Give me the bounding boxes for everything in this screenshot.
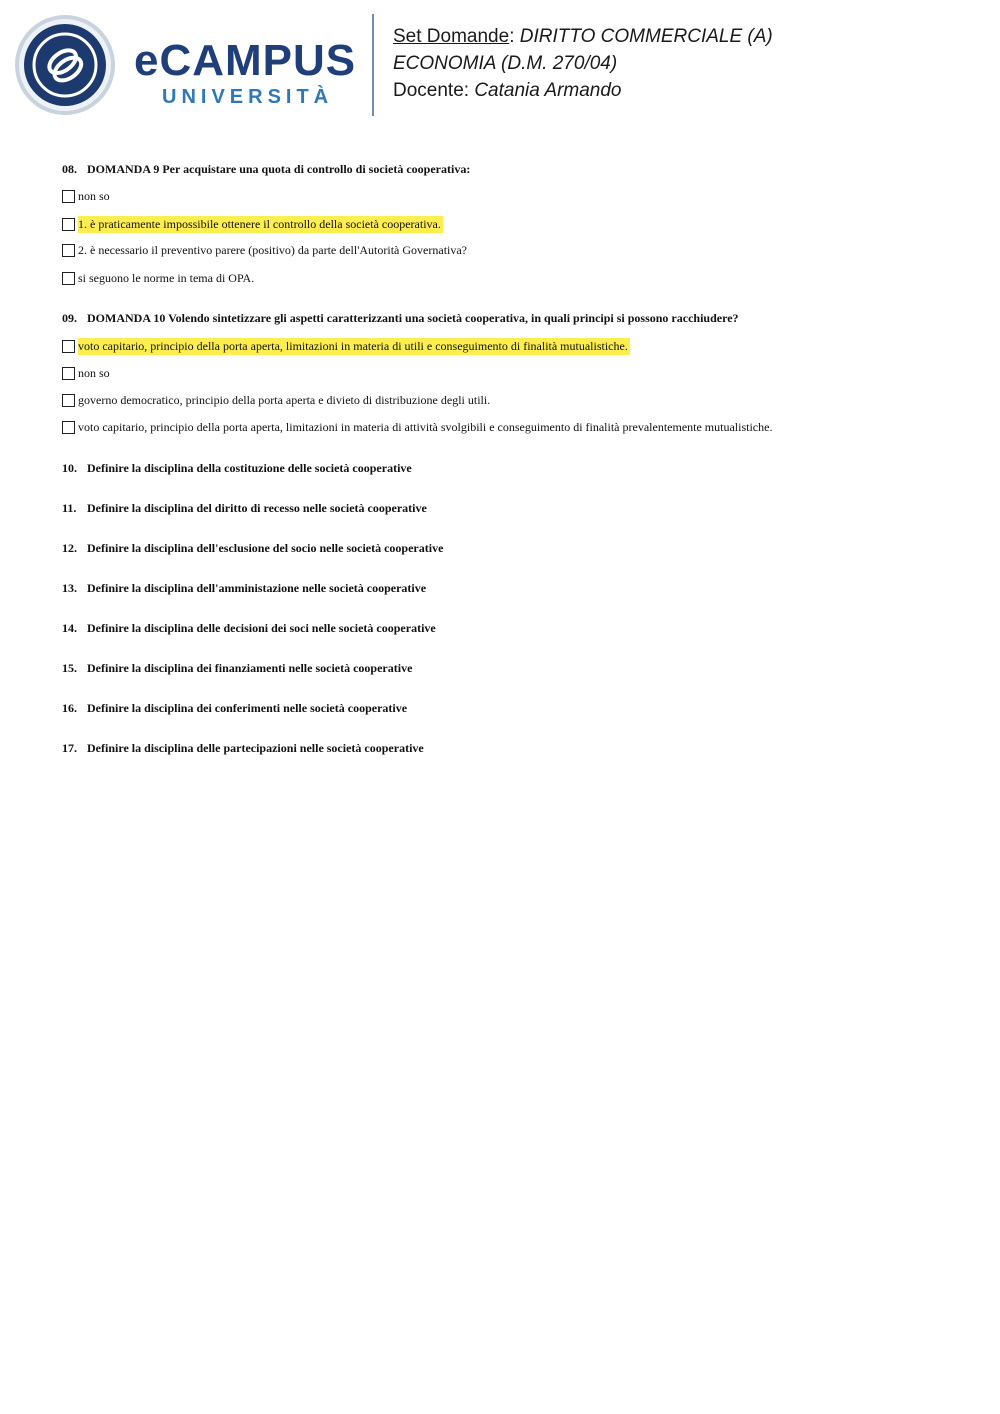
question-17 [62, 741, 424, 756]
answer-option[interactable] [62, 420, 772, 435]
checkbox[interactable] [62, 394, 75, 407]
answer-option[interactable] [62, 366, 110, 381]
set-line [393, 23, 773, 50]
question-text: Definire la disciplina delle partecipazioni nelle società cooperative [87, 741, 424, 755]
brand-main: eCAMPUS [134, 36, 357, 85]
question-number: 15. [62, 661, 77, 675]
answer-option[interactable] [62, 189, 110, 204]
question-number: 14. [62, 621, 77, 635]
question-text: DOMANDA 9 Per acquistare una quota di controllo di società cooperativa: [87, 162, 471, 176]
set-value-line1: DIRITTO COMMERCIALE (A) [519, 26, 773, 47]
page-header [0, 0, 1000, 130]
question-number: 13. [62, 581, 77, 595]
checkbox[interactable] [62, 244, 75, 257]
question-number: 09. [62, 311, 77, 325]
brand-sub: UNIVERSITÀ [162, 86, 334, 108]
answer-option-highlighted[interactable] [62, 338, 630, 355]
checkbox[interactable] [62, 340, 75, 353]
question-text: Definire la disciplina del diritto di recesso nelle società cooperative [87, 501, 427, 515]
docente-label: Docente: [393, 80, 470, 101]
option-text: governo democratico, principio della porta aperta e divieto di distribuzione degli utili. [78, 393, 491, 407]
university-seal-logo [14, 14, 116, 116]
question-09 [62, 311, 739, 326]
question-text: Definire la disciplina della costituzione delle società cooperative [87, 461, 412, 475]
question-text: Definire la disciplina delle decisioni dei soci nelle società cooperative [87, 621, 436, 635]
university-wordmark [134, 38, 356, 109]
option-text: 1. è praticamente impossibile ottenere il controllo della società cooperativa. [78, 217, 441, 231]
question-16 [62, 701, 407, 716]
checkbox[interactable] [62, 218, 75, 231]
question-number: 10. [62, 461, 77, 475]
header-divider [372, 14, 374, 116]
option-text: si seguono le norme in tema di OPA. [78, 271, 255, 285]
set-label: Set Domande [393, 26, 510, 47]
question-10 [62, 461, 412, 476]
checkbox[interactable] [62, 272, 75, 285]
question-text: DOMANDA 10 Volendo sintetizzare gli aspetti caratterizzanti una società cooperativa, in quali principi si possono racchiudere? [87, 311, 739, 325]
answer-option-highlighted[interactable] [62, 216, 443, 233]
checkbox[interactable] [62, 421, 75, 434]
checkbox[interactable] [62, 190, 75, 203]
question-number: 17. [62, 741, 77, 755]
question-text: Definire la disciplina dell'esclusione del socio nelle società cooperative [87, 541, 444, 555]
question-number: 16. [62, 701, 77, 715]
docente-value: Catania Armando [474, 80, 622, 101]
option-text: voto capitario, principio della porta aperta, limitazioni in materia di utili e conseguimento di finalità mutualistiche. [78, 339, 628, 353]
answer-option[interactable] [62, 271, 254, 286]
option-text: non so [78, 189, 110, 203]
question-number: 11. [62, 501, 77, 515]
header-info [393, 23, 773, 104]
answer-option[interactable] [62, 243, 467, 258]
set-sep: : [509, 26, 515, 47]
question-text: Definire la disciplina dei finanziamenti nelle società cooperative [87, 661, 413, 675]
set-value-line2: ECONOMIA (D.M. 270/04) [393, 53, 618, 74]
option-text: voto capitario, principio della porta aperta, limitazioni in materia di attività svolgibili e conseguimento di finalità prevalentemente mutualistiche. [78, 420, 773, 434]
question-08 [62, 162, 470, 177]
question-text: Definire la disciplina dei conferimenti nelle società cooperative [87, 701, 408, 715]
answer-option[interactable] [62, 393, 490, 408]
question-number: 12. [62, 541, 77, 555]
checkbox[interactable] [62, 367, 75, 380]
question-11 [62, 501, 427, 516]
question-14 [62, 621, 436, 636]
option-text: 2. è necessario il preventivo parere (positivo) da parte dell'Autorità Governativa? [78, 243, 468, 257]
question-12 [62, 541, 443, 556]
question-text: Definire la disciplina dell'amministazione nelle società cooperative [87, 581, 427, 595]
option-text: non so [78, 366, 110, 380]
question-13 [62, 581, 426, 596]
question-15 [62, 661, 412, 676]
question-number: 08. [62, 162, 77, 176]
docente-line [393, 77, 773, 104]
